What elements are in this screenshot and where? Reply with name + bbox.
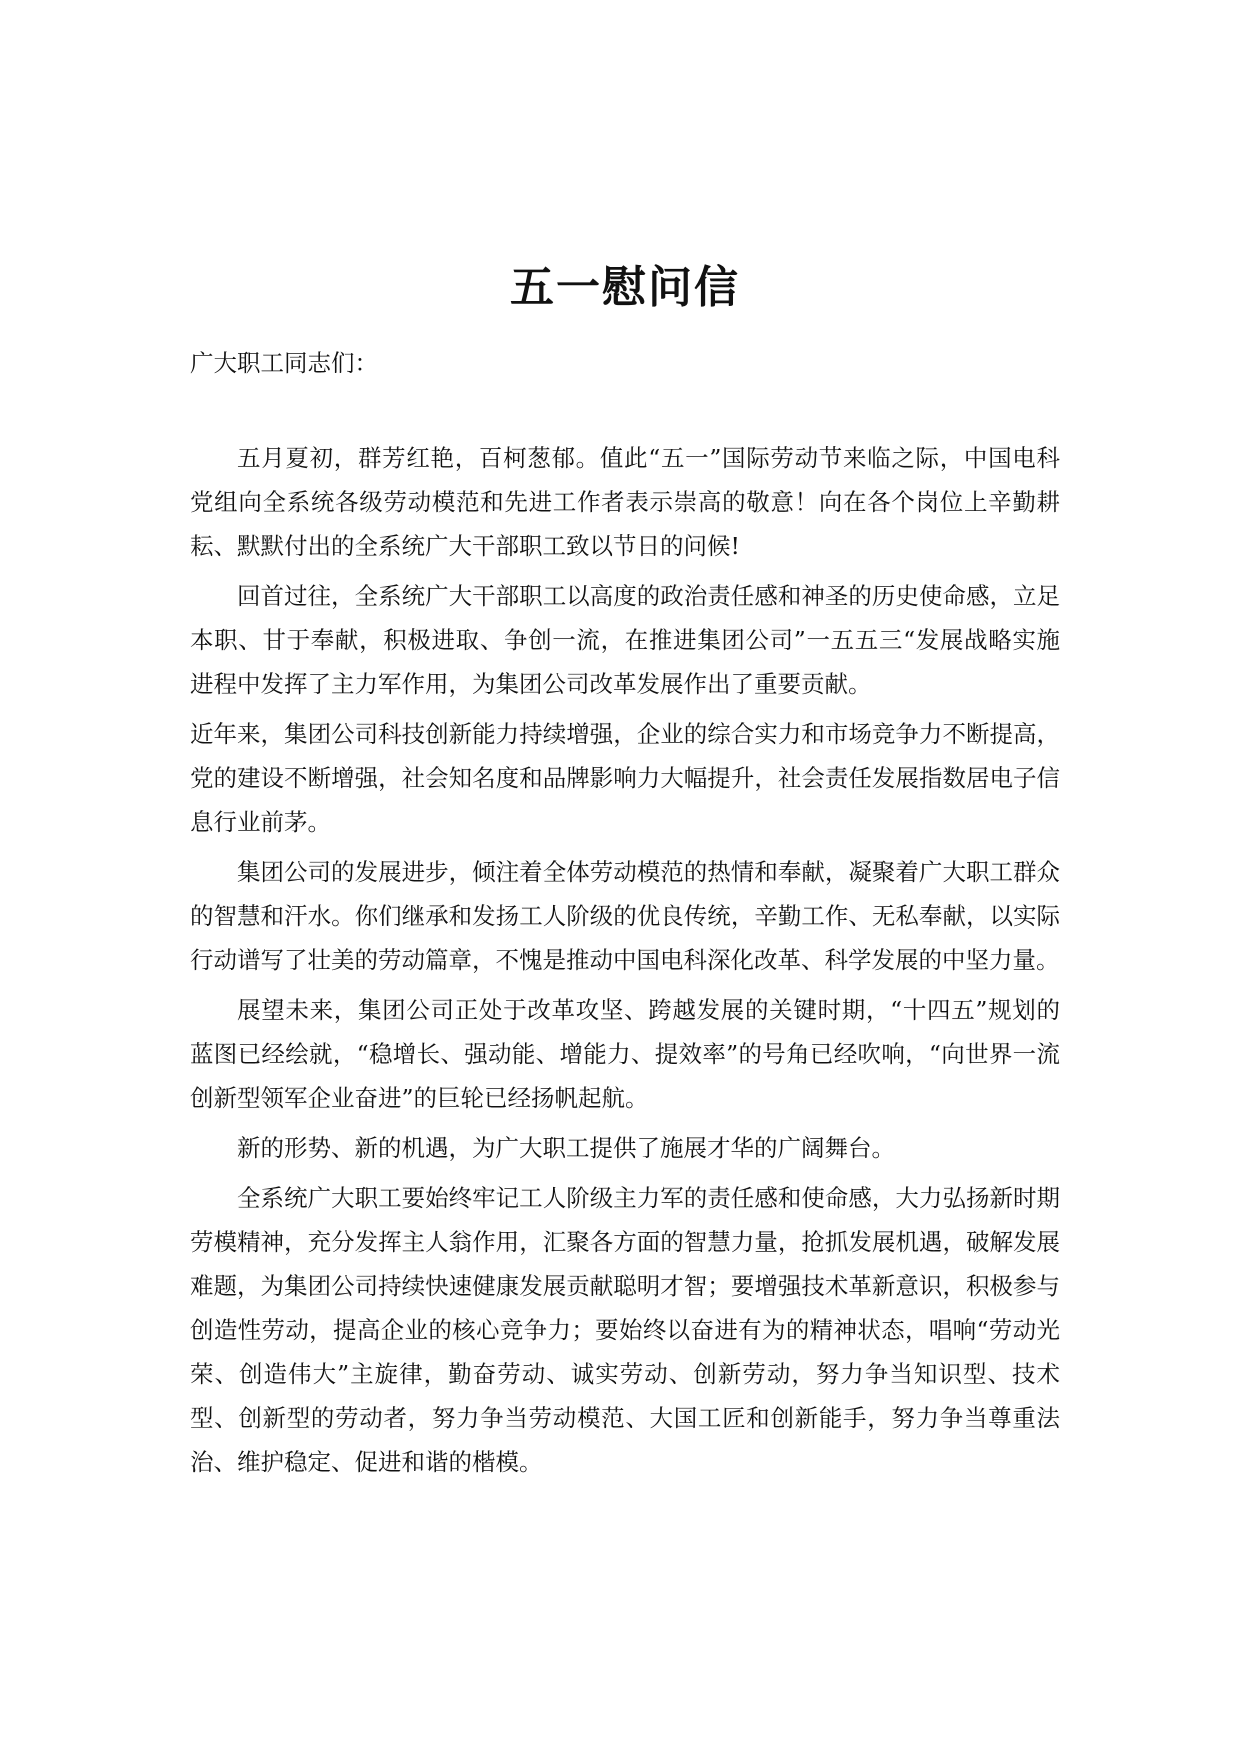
paragraph: 五月夏初，群芳红艳，百柯葱郁。值此“五一”国际劳动节来临之际，中国电科党组向全系统各级劳动模范和先进工作者表示崇高的敬意！向在各个岗位上辛勤耕耘、默默付出的全系统广大干部职工致以节日的问候!	[190, 444, 1060, 560]
document-title: 五一慰问信	[510, 262, 740, 313]
paragraph: 回首过往，全系统广大干部职工以高度的政治责任感和神圣的历史使命感，立足本职、甘于奉献，积极进取、争创一流，在推进集团公司”一五五三“发展战略实施进程中发挥了主力军作用，为集团公司改革发展作出了重要贡献。	[190, 582, 1060, 698]
salutation: 广大职工同志们：	[190, 349, 378, 377]
paragraph: 近年来，集团公司科技创新能力持续增强，企业的综合实力和市场竞争力不断提高，党的建设不断增强，社会知名度和品牌影响力大幅提升，社会责任发展指数居电子信息行业前茅。	[190, 720, 1060, 836]
letter-body	[190, 436, 1060, 1490]
paragraph: 展望未来，集团公司正处于改革攻坚、跨越发展的关键时期，“十四五”规划的蓝图已经绘就，“稳增长、强动能、增能力、提效率”的号角已经吹响，“向世界一流创新型领军企业奋进”的巨轮已经扬帆起航。	[190, 996, 1060, 1112]
paragraph: 全系统广大职工要始终牢记工人阶级主力军的责任感和使命感，大力弘扬新时期劳模精神，充分发挥主人翁作用，汇聚各方面的智慧力量，抢抓发展机遇，破解发展难题，为集团公司持续快速健康发展贡献聪明才智；要增强技术革新意识，积极参与创造性劳动，提高企业的核心竞争力；要始终以奋进有为的精神状态，唱响“劳动光荣、创造伟大”主旋律，勤奋劳动、诚实劳动、创新劳动，努力争当知识型、技术型、创新型的劳动者，努力争当劳动模范、大国工匠和创新能手，努力争当尊重法治、维护稳定、促进和谐的楷模。	[190, 1184, 1060, 1476]
paragraph: 新的形势、新的机遇，为广大职工提供了施展才华的广阔舞台。	[237, 1134, 895, 1162]
paragraph: 集团公司的发展进步，倾注着全体劳动模范的热情和奉献，凝聚着广大职工群众的智慧和汗水。你们继承和发扬工人阶级的优良传统，辛勤工作、无私奉献，以实际行动谱写了壮美的劳动篇章，不愧是推动中国电科深化改革、科学发展的中坚力量。	[190, 858, 1060, 974]
